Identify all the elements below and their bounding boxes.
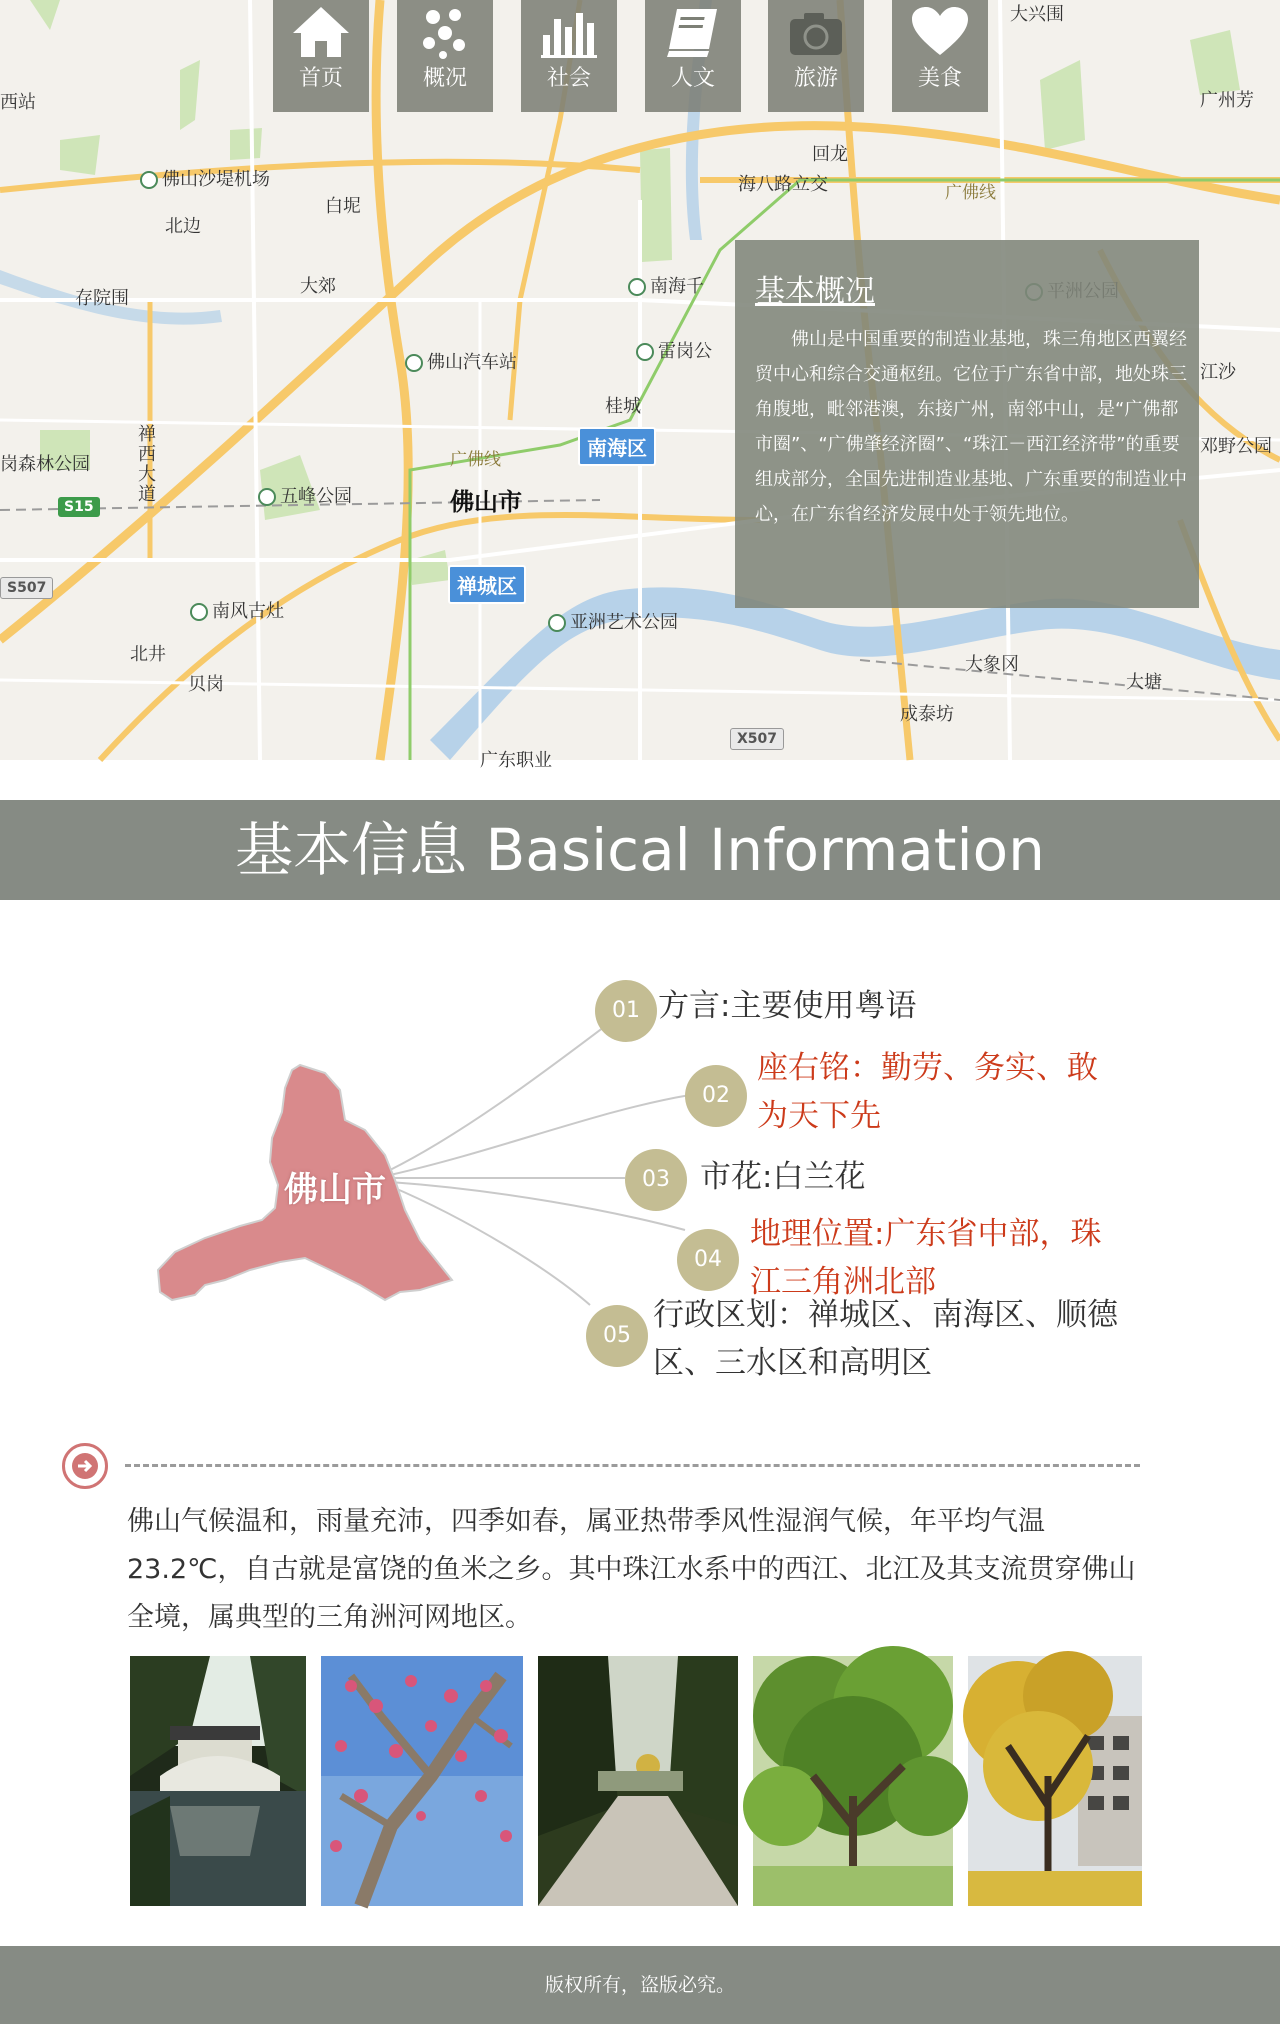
map-label: 岗森林公园 <box>0 454 90 475</box>
highway-shield: S15 <box>58 497 100 517</box>
map-label: 广佛线 <box>450 450 501 470</box>
overview-title[interactable]: 基本概况 <box>755 274 875 309</box>
map-label: 广州芳 <box>1200 90 1254 111</box>
photo-pavilion[interactable] <box>130 1656 306 1906</box>
map-label-city: 佛山市 <box>450 488 522 516</box>
park-icon <box>636 343 654 361</box>
nav-label: 首页 <box>298 66 343 91</box>
map-label: 禅西大道 <box>138 424 156 505</box>
photo-green-tree[interactable] <box>753 1656 953 1906</box>
map-label: 成泰坊 <box>900 704 954 725</box>
map-label: 南风古灶 <box>212 601 284 622</box>
map-label: 江沙 <box>1200 362 1236 383</box>
nav-label: 人文 <box>670 66 715 91</box>
item-badge: 05 <box>586 1305 648 1367</box>
map-label: 广佛线 <box>945 183 996 203</box>
item-badge: 01 <box>595 980 657 1042</box>
photo-park-path[interactable] <box>538 1656 738 1906</box>
info-item-dialect: 方言:主要使用粤语 <box>658 988 917 1024</box>
footer: 版权所有，盗版必究。 <box>0 1946 1280 2024</box>
home-icon <box>291 5 351 59</box>
item-badge: 03 <box>625 1149 687 1211</box>
map-label: 贝岗 <box>188 674 224 695</box>
map-label: 白坭 <box>325 196 361 217</box>
info-item-motto: 座右铭：勤劳、务实、敢为天下先 <box>757 1050 1098 1134</box>
camera-icon <box>786 5 846 59</box>
item-badge: 04 <box>677 1229 739 1291</box>
district-label[interactable]: 禅城区 <box>448 565 526 604</box>
bar-chart-icon <box>539 5 599 59</box>
highway-shield: X507 <box>730 728 784 750</box>
nav-item-society[interactable] <box>521 0 617 112</box>
nav-label: 美食 <box>917 66 962 91</box>
info-item-location: 地理位置:广东省中部，珠江三角洲北部 <box>750 1216 1102 1300</box>
book-icon <box>663 5 723 59</box>
photo-kapok-flowers[interactable] <box>321 1656 523 1906</box>
info-mindmap <box>0 940 1280 1420</box>
map-label: 广东职业 <box>480 750 552 771</box>
airport-icon <box>140 171 158 189</box>
map-label: 雷岗公 <box>658 341 712 362</box>
city-label: 佛山市 <box>284 1170 386 1210</box>
map-label: 南海千 <box>650 276 704 297</box>
connector-line <box>390 1015 620 1170</box>
map-label: 五峰公园 <box>280 486 352 507</box>
nav-label: 概况 <box>422 66 467 91</box>
map-label: 北井 <box>130 644 166 665</box>
map-label: 亚洲艺术公园 <box>570 612 678 633</box>
poi-icon <box>190 603 208 621</box>
nav-item-home[interactable] <box>273 0 369 112</box>
nav-label: 社会 <box>546 66 591 91</box>
section-banner: 基本信息 Basical Information <box>0 800 1280 900</box>
map-label: 大兴围 <box>1010 4 1064 25</box>
bus-station-icon <box>405 354 423 372</box>
climate-text: 佛山气候温和，雨量充沛，四季如春，属亚热带季风性湿润气候，年平均气温23.2℃，自古就是富饶的鱼米之乡。其中珠江水系中的西江、北江及其支流贯穿佛山全境，属典型的三角洲河网地区。 <box>127 1506 1136 1633</box>
overview-text: 佛山是中国重要的制造业基地，珠三角地区西翼经贸中心和综合交通枢纽。它位于广东省中部，地处珠三角腹地，毗邻港澳，东接广州，南邻中山，是“广佛都市圈”、“广佛肇经济圈”、“珠江－西江经济带”的重要组成部分，全国先进制造业基地、广东重要的制造业中心，在广东省经济发展中处于领先地位。 <box>755 329 1187 525</box>
park-icon <box>628 278 646 296</box>
photo-yellow-tree[interactable] <box>968 1656 1142 1906</box>
arrow-right-icon <box>62 1443 108 1489</box>
map-label: 大郊 <box>300 276 336 297</box>
park-icon <box>548 614 566 632</box>
map-label: 桂城 <box>605 396 641 417</box>
info-item-city-flower: 市花:白兰花 <box>700 1159 866 1195</box>
map-label: 大塘 <box>1126 672 1162 693</box>
overview-panel <box>735 240 1199 608</box>
dots-icon <box>415 5 475 59</box>
district-label[interactable]: 南海区 <box>578 427 656 466</box>
arrow-circle-icon <box>62 1443 108 1489</box>
map-label: 海八路立交 <box>738 174 828 195</box>
item-badge: 02 <box>685 1065 747 1127</box>
nav-item-food[interactable] <box>892 0 988 112</box>
map-label: 回龙 <box>812 144 848 165</box>
map-label: 北边 <box>165 216 201 237</box>
park-icon <box>258 488 276 506</box>
nav-item-overview[interactable] <box>397 0 493 112</box>
map-label: 佛山沙堤机场 <box>162 169 270 190</box>
map-label: 西站 <box>0 92 36 113</box>
map-label: 存院围 <box>75 288 129 309</box>
map-label: 邓野公园 <box>1200 436 1272 457</box>
divider-dashed <box>125 1464 1140 1467</box>
heart-icon <box>910 5 970 59</box>
info-item-districts: 行政区划：禅城区、南海区、顺德区、三水区和高明区 <box>653 1297 1118 1381</box>
highway-shield: S507 <box>0 577 53 599</box>
map-label: 大象冈 <box>965 654 1019 675</box>
nav-label: 旅游 <box>793 66 838 91</box>
nav-item-culture[interactable] <box>645 0 741 112</box>
nav-item-travel[interactable] <box>768 0 864 112</box>
map-label: 佛山汽车站 <box>427 352 517 373</box>
